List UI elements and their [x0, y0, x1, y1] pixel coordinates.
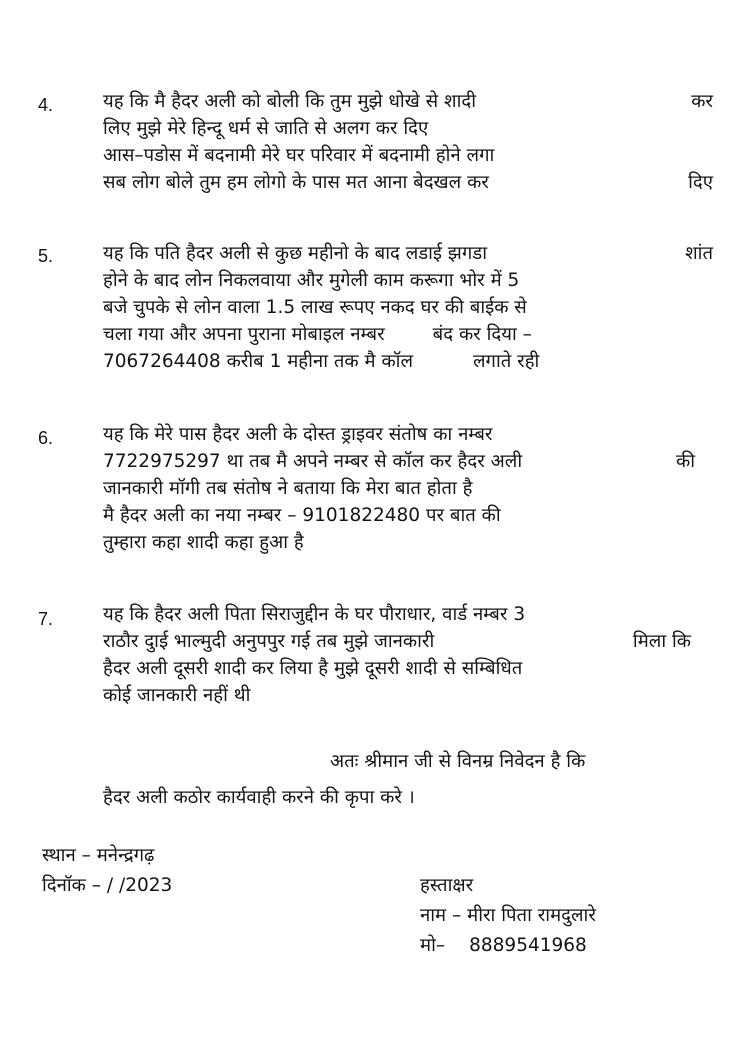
paragraph-4: [103, 88, 713, 196]
request-line-1: अतः श्रीमान जी से विनम्र निवेदन है कि: [330, 751, 586, 772]
text-line: आस–पडोस में बदनामी मेरे घर परिवार में बदनामी होने लगा: [103, 145, 495, 166]
text-line: बजे चुपके से लोन वाला 1.5 लाख रूपए नकद घर की बाईक से: [103, 297, 527, 318]
mobile-label: मो–: [420, 935, 446, 956]
paragraph-6: [103, 421, 713, 556]
text-line: राठौर दुाई भाल्मुदी अनुपपुर गई तब मुझे जानकारी मिला कि: [103, 631, 691, 652]
text-line: कोई जानकारी नहीं थी: [103, 685, 251, 706]
signer-mobile: [420, 932, 587, 959]
text-line: 7722975297 था तब मै अपने नम्बर से कॉल कर हैदर अली की: [103, 451, 695, 472]
paragraph-number: 6.: [38, 428, 54, 448]
text-line: जानकारी मॉगी तब संतोष ने बताया कि मेरा बात होता है: [103, 478, 473, 499]
paragraph-number: 5.: [38, 246, 54, 266]
text-line: सब लोग बोले तुम हम लोगो के पास मत आना बेदखल कर दिए: [103, 172, 713, 193]
text-line: होने के बाद लोन निकलवाया और मुगेली काम करूगा भोर में 5: [103, 270, 520, 291]
request-line-2: हैदर अली कठोर कार्यवाही करने की कृपा करे ।: [103, 787, 415, 808]
text-line: लिए मुझे मेरे हिन्दू धर्म से जाति से अलग कर दिए: [103, 118, 429, 139]
paragraph-number: 4.: [38, 95, 54, 115]
place-label: स्थान – मनेन्द्रगढ़: [42, 845, 155, 866]
signature-label: हस्ताक्षर: [420, 875, 474, 896]
text-line: तुम्हारा कहा शादी कहा हुआ है: [103, 532, 304, 553]
paragraph-7: [103, 601, 713, 709]
text-line: 7067264408 करीब 1 महीना तक मै कॉल लगाते रही: [103, 351, 540, 372]
paragraph-5: [103, 240, 713, 375]
text-line: यह कि मै हैदर अली को बोली कि तुम मुझे धोखे से शादी कर: [103, 91, 713, 112]
text-line: यह कि मेरे पास हैदर अली के दोस्त ड्राइवर संतोष का नम्बर: [103, 424, 493, 445]
mobile-number: 8889541968: [469, 935, 587, 956]
text-line: मै हैदर अली का नया नम्बर – 9101822480 पर बात की: [103, 505, 501, 526]
signer-name: नाम – मीरा पिता रामदुलारे: [420, 905, 596, 926]
text-line: यह कि हैदर अली पिता सिराजुद्दीन के घर पौराधार, वार्ड नम्बर 3: [103, 604, 526, 625]
text-line: यह कि पति हैदर अली से कुछ महीनो के बाद लडाई झगडा शांत: [103, 243, 713, 264]
paragraph-number: 7.: [38, 609, 54, 629]
text-line: चला गया और अपना पुराना मोबाइल नम्बर बंद कर दिया –: [103, 324, 532, 345]
date-label: दिनॉक – / /2023: [42, 875, 173, 896]
text-line: हैदर अली दूसरी शादी कर लिया है मुझे दूसरी शादी से सम्बिधित: [103, 658, 523, 679]
